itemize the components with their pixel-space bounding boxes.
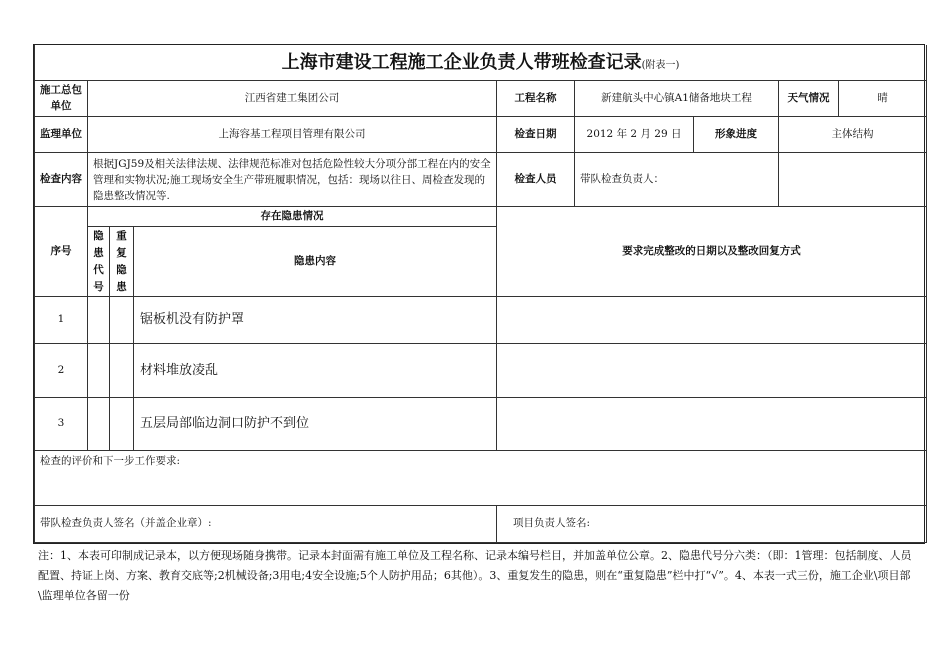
table-row xyxy=(35,344,927,398)
project-name-value: 新建航头中心镇A1储备地块工程 xyxy=(575,81,779,117)
hazard-content: 材料堆放凌乱 xyxy=(134,344,497,398)
leader-signature-field: 带队检查负责人签名（并盖企业章）: xyxy=(35,506,497,543)
contractor-value: 江西省建工集团公司 xyxy=(88,81,497,117)
hazard-code xyxy=(88,297,110,344)
form-title-note: (附表一) xyxy=(641,60,680,71)
hazard-code-header-text: 隐患代号 xyxy=(93,229,104,293)
inspector-extra xyxy=(779,153,927,207)
hazard-seq: 3 xyxy=(35,398,88,451)
supervisor-value: 上海容基工程项目管理有限公司 xyxy=(88,117,497,153)
hazard-repeat xyxy=(110,297,134,344)
inspection-date-label: 检查日期 xyxy=(497,117,575,153)
hazard-group-header: 存在隐患情况 xyxy=(88,207,497,227)
hazard-repeat xyxy=(110,398,134,451)
project-name-label: 工程名称 xyxy=(497,81,575,117)
hazard-deadline xyxy=(497,297,927,344)
form-title xyxy=(35,45,927,81)
hazard-code xyxy=(88,398,110,451)
hazard-repeat xyxy=(110,344,134,398)
repeat-hazard-header xyxy=(110,227,134,297)
hazard-content: 锯板机没有防护罩 xyxy=(134,297,497,344)
deadline-header: 要求完成整改的日期以及整改回复方式 xyxy=(497,207,927,297)
repeat-hazard-header-text: 重复隐患 xyxy=(116,229,127,293)
contractor-label: 施工总包单位 xyxy=(35,81,88,117)
weather-label: 天气情况 xyxy=(779,81,839,117)
supervisor-label: 监理单位 xyxy=(35,117,88,153)
form-title-text: 上海市建设工程施工企业负责人带班检查记录 xyxy=(281,52,642,73)
inspection-content-label: 检查内容 xyxy=(35,153,88,207)
hazard-content-header: 隐患内容 xyxy=(134,227,497,297)
hazard-code-header xyxy=(88,227,110,297)
form-table xyxy=(34,45,927,543)
weather-value: 晴 xyxy=(839,81,927,117)
inspection-form xyxy=(33,44,925,544)
progress-label: 形象进度 xyxy=(694,117,779,153)
hazard-content: 五层局部临边洞口防护不到位 xyxy=(134,398,497,451)
hazard-seq: 1 xyxy=(35,297,88,344)
sequence-header: 序号 xyxy=(35,207,88,297)
project-manager-signature-field: 项目负责人签名: xyxy=(497,506,927,543)
table-row xyxy=(35,297,927,344)
table-row xyxy=(35,398,927,451)
inspection-content-value: 根据JGJ59及相关法律法规、法律规范标准对包括危险性较大分项分部工程在内的安全管理和实物状况;施工现场安全生产带班履职情况，包括：现场以往日、周检查发现的隐患整改情况等. xyxy=(88,153,497,207)
hazard-seq: 2 xyxy=(35,344,88,398)
form-footnote: 注：1、本表可印制成记录本，以方便现场随身携带。记录本封面需有施工单位及工程名称、记录本编号栏目，并加盖单位公章。2、隐患代号分六类：（即：1管理：包括制度、人员配置、持证上岗、方案、教育交底等;2机械设备;3用电;4安全设施;5个人防护用品；6其他）。3、重复发生的隐患，则在“重复隐患”栏中打“√”。4、本表一式三份，施工企业\项目部\监理单位各留一份 xyxy=(38,549,912,602)
evaluation-field: 检查的评价和下一步工作要求: xyxy=(35,451,927,506)
inspection-date-value: 2012 年 2 月 29 日 xyxy=(575,117,694,153)
hazard-deadline xyxy=(497,344,927,398)
progress-value: 主体结构 xyxy=(779,117,927,153)
inspector-value: 带队检查负责人： xyxy=(575,153,779,207)
inspector-label: 检查人员 xyxy=(497,153,575,207)
hazard-code xyxy=(88,344,110,398)
hazard-deadline xyxy=(497,398,927,451)
